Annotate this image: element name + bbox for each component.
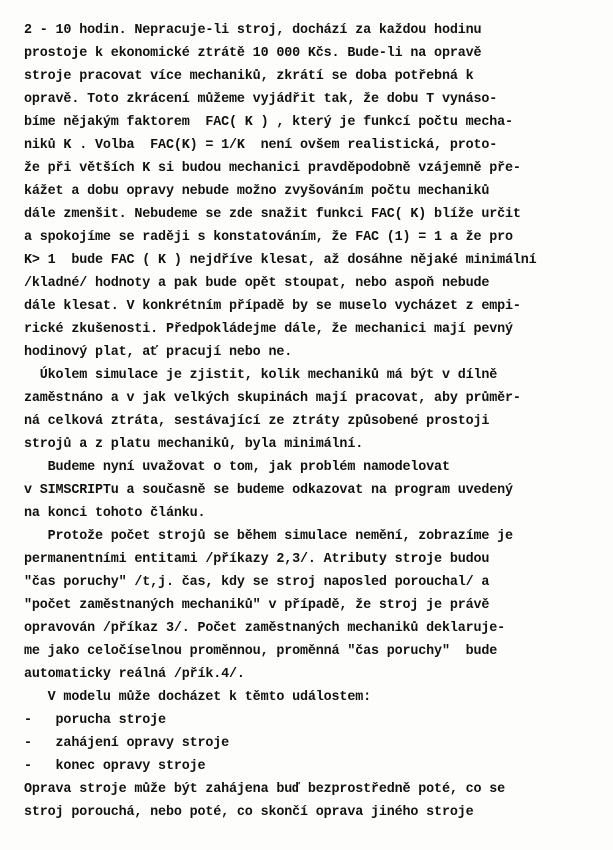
text-line: /kladné/ hodnoty a pak bude opět stoupat, nebo aspoň nebude: [24, 276, 490, 291]
text-line: 2 - 10 hodin. Nepracuje-li stroj, dochází za každou hodinu: [24, 23, 482, 38]
text-line: "čas poruchy" /t,j. čas, kdy se stroj naposled porouchal/ a: [24, 575, 490, 590]
text-line: ná celková ztráta, sestávající ze ztráty způsobené prostoji: [24, 414, 490, 429]
text-line: dále zmenšit. Nebudeme se zde snažit funkci FAC( K) blíže určit: [24, 207, 521, 222]
text-line: na konci tohoto článku.: [24, 506, 206, 521]
text-line: že při větších K si budou mechanici pravděpodobně vzájemně pře-: [24, 161, 521, 176]
text-line: bíme nějakým faktorem FAC( K ) , který je funkcí počtu mecha-: [24, 115, 513, 130]
text-line: "počet zaměstnaných mechaniků" v případě, že stroj je právě: [24, 598, 490, 613]
text-line: hodinový plat, ať pracují nebo ne.: [24, 345, 293, 360]
list-item: - konec opravy stroje: [24, 759, 206, 774]
text-line: zaměstnáno a v jak velkých skupinách mají pracovat, aby průměr-: [24, 391, 521, 406]
text-line: Protože počet strojů se během simulace nemění, zobrazíme je: [24, 529, 513, 544]
text-line: stroje pracovat více mechaniků, zkrátí se doba potřebná k: [24, 69, 474, 84]
text-line: v SIMSCRIPTu a současně se budeme odkazovat na program uvedený: [24, 483, 513, 498]
list-item: - porucha stroje: [24, 713, 166, 728]
text-line: kážet a dobu opravy nebude možno zvyšováním počtu mechaniků: [24, 184, 490, 199]
text-line: Úkolem simulace je zjistit, kolik mechaniků má být v dílně: [24, 368, 498, 383]
text-line: dále klesat. V konkrétním případě by se muselo vycházet z empi-: [24, 299, 521, 314]
text-line: opravě. Toto zkrácení můžeme vyjádřit tak, že dobu T vynáso-: [24, 92, 498, 107]
text-line: niků K . Volba FAC(K) = 1/K není ovšem realistická, proto-: [24, 138, 498, 153]
text-line: stroj porouchá, nebo poté, co skončí oprava jiného stroje: [24, 805, 474, 820]
text-line: a spokojíme se raději s konstatováním, že FAC (1) = 1 a že pro: [24, 230, 513, 245]
text-line: automaticky reálná /přík.4/.: [24, 667, 245, 682]
list-item: - zahájení opravy stroje: [24, 736, 230, 751]
text-line: strojů a z platu mechaniků, byla minimální.: [24, 437, 364, 452]
text-line: permanentními entitami /příkazy 2,3/. Atributy stroje budou: [24, 552, 490, 567]
text-line: opravován /příkaz 3/. Počet zaměstnaných mechaniků deklaruje-: [24, 621, 506, 636]
text-line: me jako celočíselnou proměnnou, proměnná "čas poruchy" bude: [24, 644, 498, 659]
text-line: prostoje k ekonomické ztrátě 10 000 Kčs. Bude-li na opravě: [24, 46, 482, 61]
text-line: Budeme nyní uvažovat o tom, jak problém namodelovat: [24, 460, 450, 475]
text-line: V modelu může docházet k těmto událostem:: [24, 690, 371, 705]
text-line: K> 1 bude FAC ( K ) nejdříve klesat, až dosáhne nějaké minimální: [24, 253, 537, 268]
text-line: rické zkušenosti. Předpokládejme dále, že mechanici mají pevný: [24, 322, 513, 337]
text-line: Oprava stroje může být zahájena buď bezprostředně poté, co se: [24, 782, 506, 797]
